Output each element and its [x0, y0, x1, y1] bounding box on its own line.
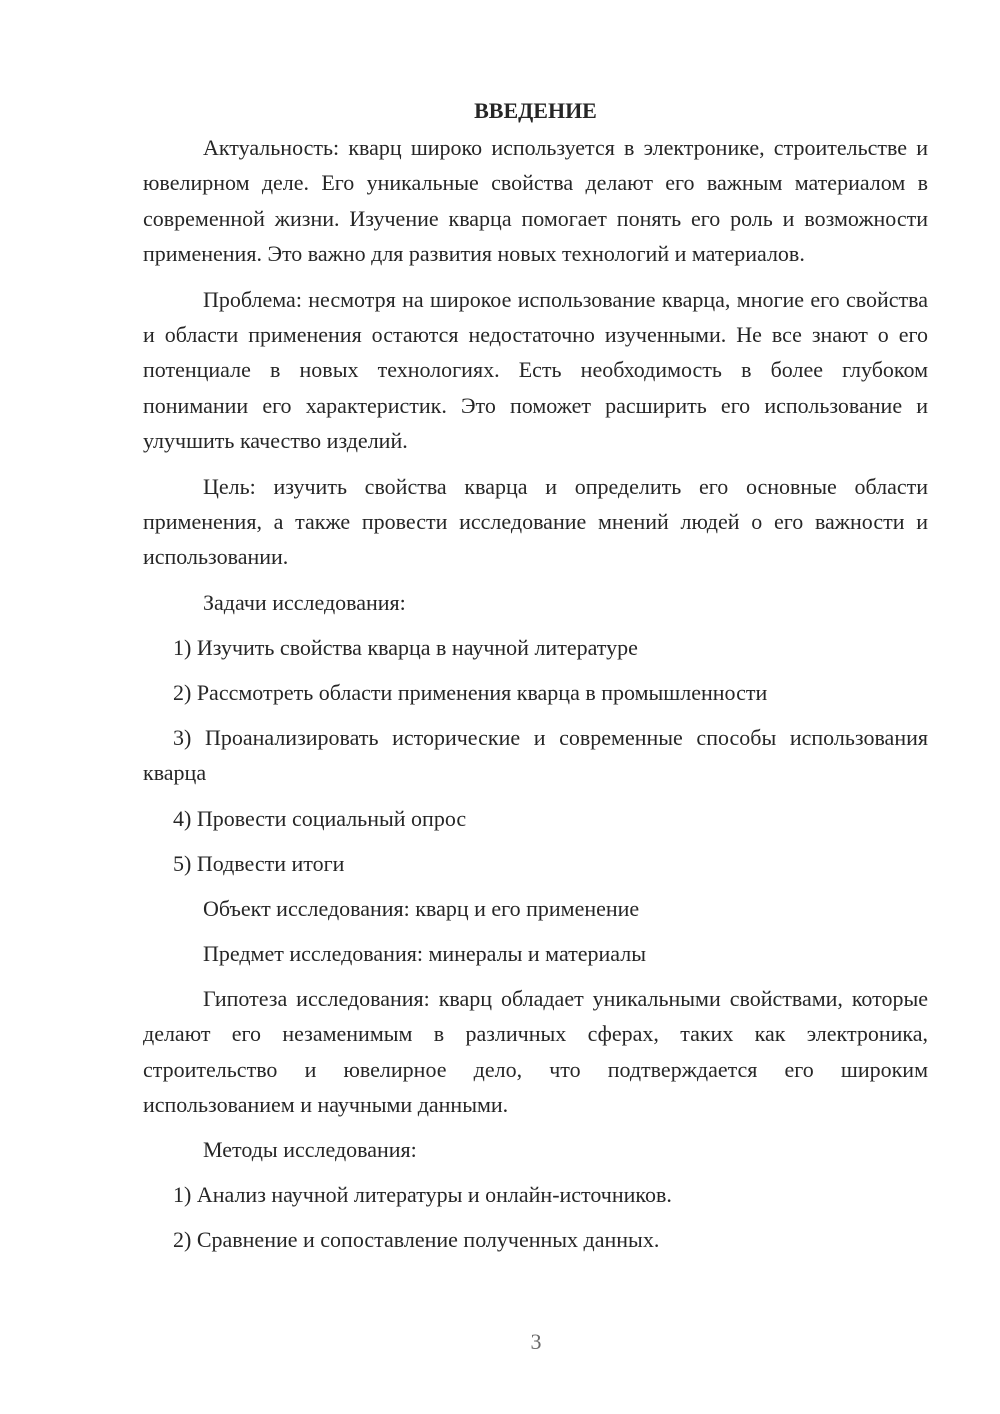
method-item: 1) Анализ научной литературы и онлайн-источников. [173, 1182, 672, 1208]
methods-heading: Методы исследования: [203, 1137, 417, 1163]
goal-paragraph: Цель: изучить свойства кварца и определить его основные области применения, а также провести исследование мнений людей о его важности и использовании. [143, 473, 928, 570]
relevance-paragraph: Актуальность: кварц широко используется в электронике, строительстве и ювелирном деле. Его уникальные свойства делают его важным материалом в современной жизни. Изучение кварца помогает понять его роль и возможности применения. Это важно для развития новых технологий и материалов. [143, 135, 928, 267]
task-item: 2) Рассмотреть области применения кварца в промышленности [173, 679, 768, 705]
method-item: 2) Сравнение и сопоставление полученных данных. [173, 1227, 660, 1253]
task-item: 4) Провести социальный опрос [173, 805, 467, 831]
task-item: 1) Изучить свойства кварца в научной литературе [173, 634, 638, 660]
tasks-heading: Задачи исследования: [203, 589, 406, 615]
page-number: 3 [530, 1329, 542, 1354]
page-title: ВВЕДЕНИЕ [474, 98, 597, 123]
research-subject: Предмет исследования: минералы и материалы [203, 940, 647, 966]
task-item: 5) Подвести итоги [173, 850, 345, 876]
hypothesis-paragraph: Гипотеза исследования: кварц обладает уникальными свойствами, которые делают его незаменимым в различных сферах, таких как электроника, строительство и ювелирное дело, что подтверждается его широким использованием и научными данными. [143, 985, 928, 1117]
problem-paragraph: Проблема: несмотря на широкое использование кварца, многие его свойства и области применения остаются недостаточно изученными. Не все знают о его потенциале в новых технологиях. Есть необходимость в более глубоком понимании его характеристик. Это поможет расширить его использование и улучшить качество изделий. [143, 286, 928, 454]
task-item: 3) Проанализировать исторические и современные способы использования кварца [143, 724, 928, 786]
research-object: Объект исследования: кварц и его применение [203, 895, 640, 921]
